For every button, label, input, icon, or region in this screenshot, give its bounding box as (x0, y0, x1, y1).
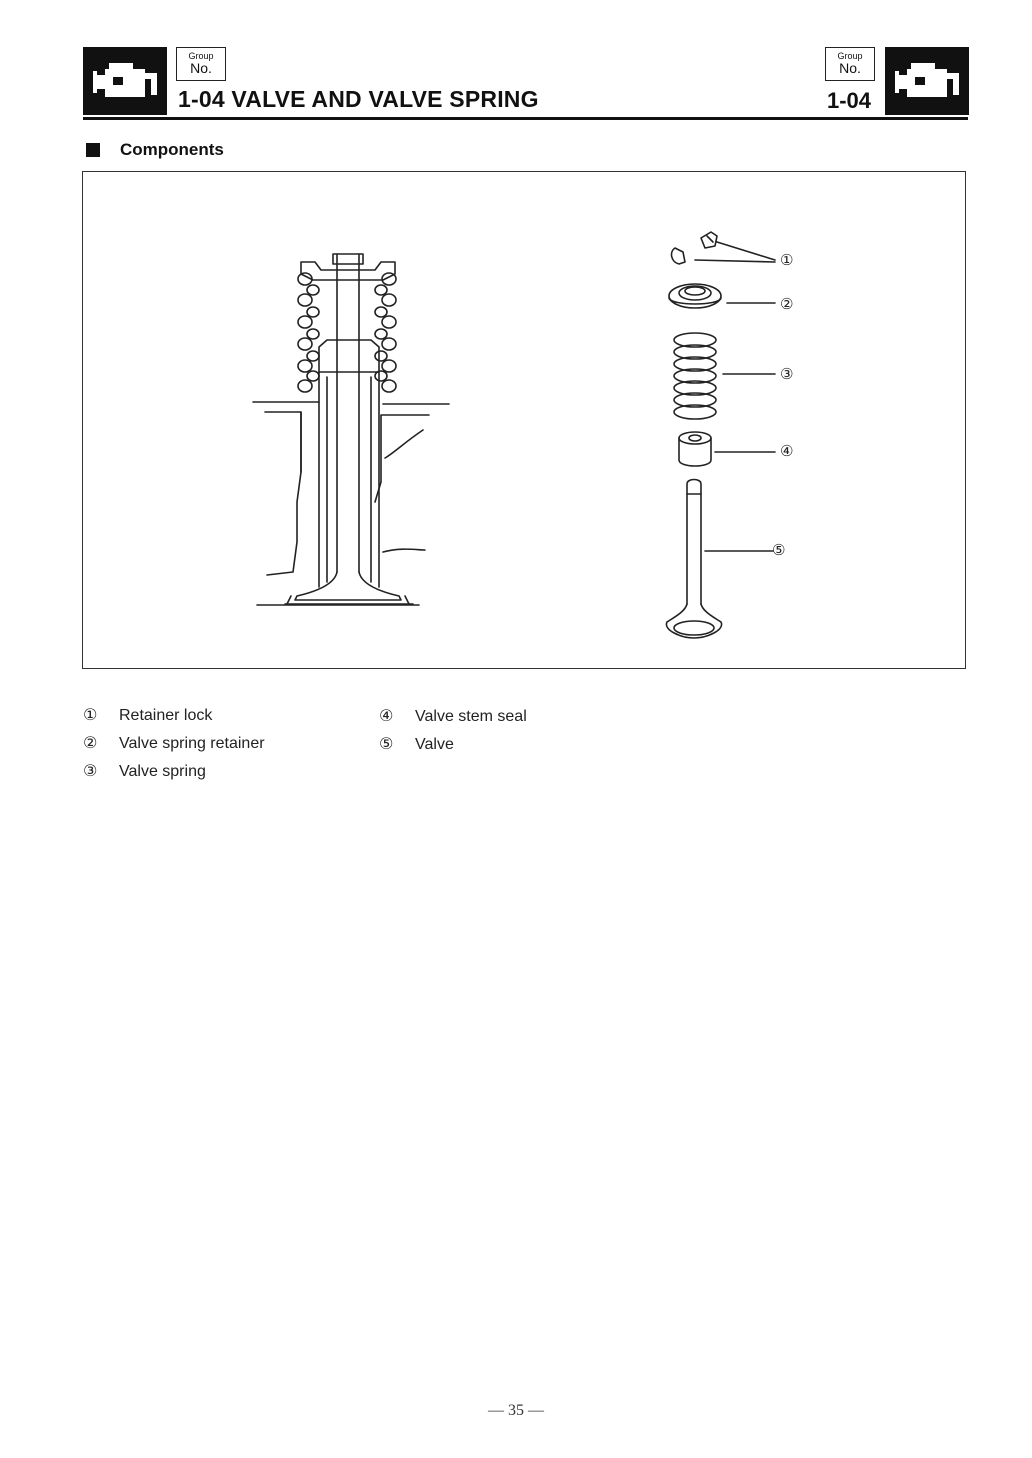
callout-4: ④ (780, 442, 794, 460)
legend-label: Valve (415, 736, 454, 753)
callout-5: ⑤ (772, 541, 786, 559)
valve-stem-seal-part (679, 432, 775, 466)
engine-icon-right (885, 47, 969, 115)
spring-coils-section (298, 273, 396, 392)
cylinder-head-cross-section (253, 254, 449, 605)
no-label: No. (190, 60, 212, 76)
legend-number: ② (83, 733, 98, 752)
valve-assembly-diagram (83, 172, 967, 670)
legend-label: Retainer lock (119, 707, 213, 724)
group-number-box-right (825, 47, 875, 81)
page-title: 1-04 VALVE AND VALVE SPRING (178, 86, 539, 112)
callout-3: ③ (780, 365, 794, 383)
no-label: No. (839, 60, 861, 76)
valve-part (666, 480, 773, 639)
square-bullet-icon (86, 143, 100, 157)
legend-item-1 (83, 705, 212, 725)
legend-number: ③ (83, 761, 98, 780)
legend-item-2 (83, 733, 265, 753)
group-label: Group (188, 51, 214, 61)
section-heading-text: Components (120, 140, 224, 159)
group-label: Group (837, 51, 863, 61)
callout-2: ② (780, 295, 794, 313)
retainer-lock-part (672, 232, 775, 264)
components-figure (82, 171, 966, 669)
header-rule (83, 117, 968, 120)
legend-item-3 (83, 761, 206, 781)
legend-item-4 (379, 706, 527, 726)
legend-number: ① (83, 705, 98, 724)
valve-spring-retainer-part (669, 284, 775, 308)
legend-number: ⑤ (379, 734, 394, 753)
valve-spring-part (674, 333, 775, 419)
legend-label: Valve spring retainer (119, 735, 265, 752)
legend-item-5 (379, 734, 454, 754)
section-heading (86, 140, 224, 160)
legend-label: Valve spring (119, 763, 206, 780)
group-number-box-left (176, 47, 226, 81)
callout-1: ① (780, 251, 794, 269)
engine-icon-left (83, 47, 167, 115)
legend-number: ④ (379, 706, 394, 725)
section-number: 1-04 (827, 88, 872, 113)
legend-label: Valve stem seal (415, 708, 527, 725)
page-number: — 35 — (488, 1402, 544, 1419)
